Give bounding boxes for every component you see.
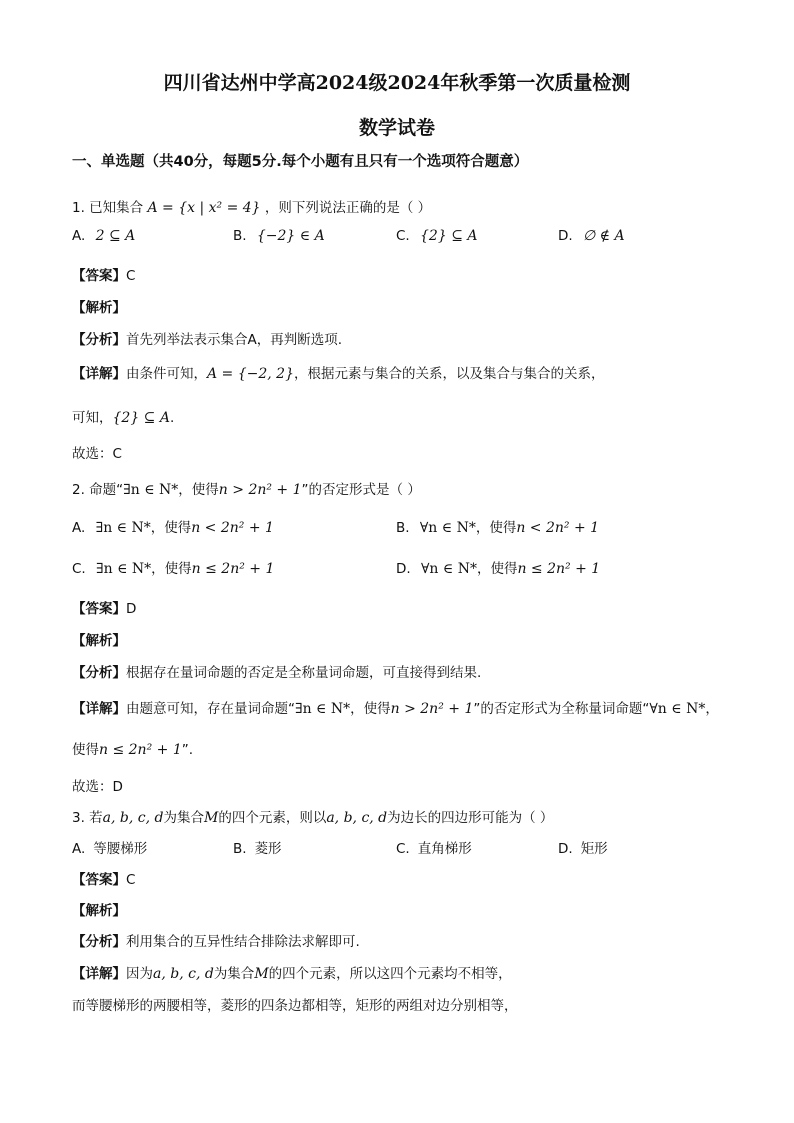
fenxi-text: 首先列举法表示集合A，再判断选项. <box>126 332 343 348</box>
math: n < 2n² + 1 <box>191 520 274 536</box>
text: ，使得 <box>178 482 219 498</box>
option-letter: D. <box>396 561 411 577</box>
q2-option-c <box>72 557 274 577</box>
option-math: {−2} ∈ A <box>256 228 325 244</box>
text: 为集合 <box>163 810 204 826</box>
text: 可知， <box>72 410 113 426</box>
q1-stem-prefix: 1. 已知集合 <box>72 200 144 216</box>
q2-choose: 故选：D <box>72 779 123 795</box>
option-letter: D. <box>558 228 573 244</box>
q1-option-b <box>233 228 325 244</box>
q1-stem <box>72 196 431 216</box>
answer-tag: 【答案】 <box>72 872 126 888</box>
option-letter: D. <box>558 841 573 857</box>
answer-tag: 【答案】 <box>72 268 126 284</box>
q3-analysis-tag: 【解析】 <box>72 903 126 919</box>
fenxi-tag: 【分析】 <box>72 665 126 681</box>
option-text: 矩形 <box>580 841 608 857</box>
math: n > 2n² + 1 <box>218 482 302 498</box>
text: ，使得 <box>151 561 192 577</box>
answer-value: C <box>126 268 136 284</box>
text: ”的否定形式是（ ） <box>301 482 421 498</box>
xiangjie-tag: 【详解】 <box>72 366 126 382</box>
answer-tag: 【答案】 <box>72 601 126 617</box>
math: n ≤ 2n² + 1 <box>517 561 601 577</box>
option-math: ∅ ∉ A <box>582 228 625 244</box>
option-letter: B. <box>396 520 410 536</box>
fenxi-tag: 【分析】 <box>72 332 126 348</box>
q1-stem-math: A = {x | x² = 4} <box>147 200 261 216</box>
math: ∃n ∈ N* <box>95 520 151 536</box>
text: 的四个元素，所以这四个元素均不相等， <box>268 966 512 982</box>
fenxi-tag: 【分析】 <box>72 934 126 950</box>
text: ，使得 <box>150 520 192 536</box>
text: 3. 若 <box>72 810 103 826</box>
q1-option-a <box>72 228 135 244</box>
q2-xiangjie-line2 <box>72 738 193 758</box>
document-subtitle: 数学试卷 <box>358 117 435 139</box>
q1-option-d <box>558 228 625 244</box>
q1-stem-suffix: ，则下列说法正确的是（ ） <box>264 200 432 216</box>
math: {2} ⊆ A <box>112 410 170 426</box>
q1-choose: 故选：C <box>72 446 122 462</box>
math: n > 2n² + 1 <box>390 701 474 717</box>
xiangjie-tag: 【详解】 <box>72 701 126 717</box>
q3-xiangjie-line1 <box>72 962 512 982</box>
q2-analysis-tag: 【解析】 <box>72 633 126 649</box>
text: ，根据元素与集合的关系，以及集合与集合的关系， <box>294 366 605 382</box>
q1-xiangjie-line2 <box>72 406 174 426</box>
q2-answer <box>72 597 136 617</box>
xiangjie-tag: 【详解】 <box>72 966 126 982</box>
q2-option-a <box>72 516 274 536</box>
option-math: 2 ⊆ A <box>95 228 136 244</box>
option-letter: A. <box>72 841 86 857</box>
option-math: {2} ⊆ A <box>420 228 478 244</box>
option-letter: B. <box>233 841 247 857</box>
text: ，使得 <box>476 561 518 577</box>
q3-answer <box>72 868 135 888</box>
text: 使得 <box>72 742 99 758</box>
q3-option-b <box>233 837 282 857</box>
answer-value: D <box>126 601 137 617</box>
q1-analysis-tag: 【解析】 <box>72 300 126 316</box>
fenxi-text: 根据存在量词命题的否定是全称量词命题，可直接得到结果. <box>126 665 482 681</box>
text: 由条件可知， <box>126 366 207 382</box>
text: 由题意可知，存在量词命题“ <box>126 701 295 717</box>
text: ”. <box>181 742 194 758</box>
text: ， <box>705 701 719 717</box>
q1-fenxi <box>72 328 342 348</box>
math: a, b, c, d <box>102 810 164 826</box>
q2-option-d <box>396 557 600 577</box>
q3-option-c <box>396 837 472 857</box>
option-text: 等腰梯形 <box>93 841 148 857</box>
option-letter: A. <box>72 520 86 536</box>
q3-option-a <box>72 837 147 857</box>
math: A = {−2, 2} <box>207 366 295 382</box>
q1-option-c <box>396 228 477 244</box>
math: n ≤ 2n² + 1 <box>191 561 275 577</box>
q3-stem <box>72 806 553 826</box>
answer-value: C <box>126 872 136 888</box>
q2-fenxi <box>72 661 481 681</box>
option-letter: B. <box>233 228 247 244</box>
math: ∀n ∈ N* <box>649 701 706 717</box>
q2-xiangjie-line1 <box>72 697 719 717</box>
option-text: 菱形 <box>254 841 282 857</box>
text: 为集合 <box>213 966 255 982</box>
option-letter: A. <box>72 228 86 244</box>
option-letter: C. <box>396 228 410 244</box>
math: M <box>254 966 269 982</box>
math: ∃n ∈ N* <box>96 561 152 577</box>
q2-option-b <box>396 516 599 536</box>
text: 2. 命题“ <box>72 482 124 498</box>
math: ∃n ∈ N* <box>123 482 179 498</box>
text: 因为 <box>126 966 153 982</box>
text: ”的否定形式为全称量词命题“ <box>473 701 650 717</box>
q3-option-d <box>558 837 608 857</box>
math: a, b, c, d <box>326 810 388 826</box>
text: . <box>169 410 175 426</box>
math: ∃n ∈ N* <box>295 701 351 717</box>
section-heading: 一、单选题（共40分，每题5分.每个小题有且只有一个选项符合题意） <box>72 154 529 170</box>
q3-fenxi <box>72 930 360 950</box>
option-text: 直角梯形 <box>417 841 472 857</box>
math: n ≤ 2n² + 1 <box>99 742 182 758</box>
math: M <box>203 810 219 826</box>
q1-xiangjie-line1 <box>72 362 605 382</box>
math: ∀n ∈ N* <box>420 561 477 577</box>
text: 的四个元素，则以 <box>218 810 327 826</box>
text: ，使得 <box>475 520 517 536</box>
option-letter: C. <box>396 841 410 857</box>
text: 为边长的四边形可能为（ ） <box>387 810 554 826</box>
document-title: 四川省达州中学高2024级2024年秋季第一次质量检测 <box>163 72 631 94</box>
q3-xiangjie-line2: 而等腰梯形的两腰相等，菱形的四条边都相等，矩形的两组对边分别相等， <box>72 998 518 1014</box>
text: ，使得 <box>350 701 391 717</box>
q1-answer <box>72 264 135 284</box>
math: a, b, c, d <box>153 966 214 982</box>
option-letter: C. <box>72 561 86 577</box>
fenxi-text: 利用集合的互异性结合排除法求解即可. <box>126 934 360 950</box>
q2-stem <box>72 478 421 498</box>
math: ∀n ∈ N* <box>419 520 476 536</box>
math: n < 2n² + 1 <box>516 520 600 536</box>
